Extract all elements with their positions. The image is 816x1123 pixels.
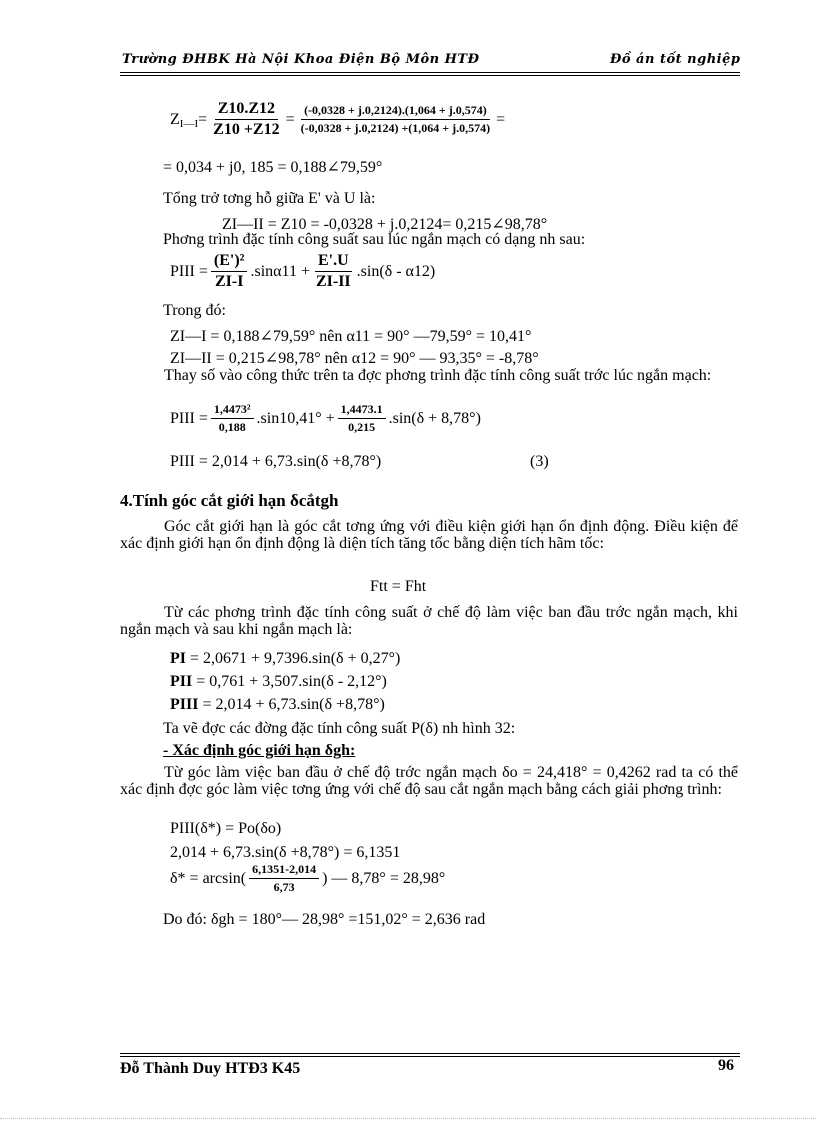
equation-p-iii-result: PIII = 2,014 + 6,73.sin(δ +8,78°) [170, 453, 382, 470]
eq6-fraction-2 [338, 402, 386, 435]
eq6-tail: .sin(δ + 8,78°) [388, 409, 481, 427]
eq3-lhs: PIII = [170, 262, 208, 280]
eq10-tail: ) — 8,78° = 28,98° [322, 869, 446, 887]
eq3-fraction-2-numerator: E'.U [315, 252, 352, 272]
subheading: - Xác định góc giới hạn δgh: [163, 742, 356, 759]
eq6-fraction-1-numerator: 1,4473² [211, 402, 254, 419]
para-thay-so: Thay số vào công thức trên ta đợc phơng trình đặc tính công suất trớc lúc ngắn mạch: [164, 367, 712, 384]
eq3-fraction-2-denominator: ZI-II [315, 273, 351, 290]
para-tu-cac: Từ các phơng trình đặc tính công suất ở chế độ làm việc ban đầu trớc ngắn mạch, khi ngắn mạch và sau khi ngắn mạch là: [120, 604, 738, 638]
eq3-fraction-1 [211, 252, 248, 291]
equation-number-3: (3) [530, 453, 549, 470]
equation-z-i-ii: ZI—II = Z10 = -0,0328 + j.0,2124= 0,215∠98,78° [222, 216, 548, 233]
eq3-fraction-1-numerator: (E')² [211, 252, 248, 272]
eq6-lhs: PIII = [170, 409, 208, 427]
header-left: Trường ĐHBK Hà Nội Khoa Điện Bộ Môn HTĐ [122, 52, 480, 67]
eq6-fraction-2-numerator: 1,4473.1 [338, 402, 386, 419]
eq1-lhs: Z [170, 110, 180, 128]
equation-z-i-i: Z I—I = $\frac{Z10.Z12}{Z10 +Z12}$ = $\frac{(-0,0328 + j.0,2124).(1,064 + j.0,574)}{(-0,0328 + j.0,2124) +(1,064 + j.0,574)}$ = [170, 100, 506, 138]
eq10-fraction-numerator: 6,1351-2,014 [249, 862, 319, 879]
eq1-equals: = [198, 110, 208, 128]
eq10-lhs: δ* = arcsin( [170, 869, 247, 887]
eq1-fraction-2 [298, 103, 494, 136]
eq1-fraction-2-numerator: (-0,0328 + j.0,2124).(1,064 + j.0,574) [301, 103, 490, 120]
equation-9: 2,014 + 6,73.sin(δ +8,78°) = 6,1351 [170, 844, 401, 861]
equation-alpha-12: ZI—II = 0,215∠98,78° nên α12 = 90° — 93,35° = -8,78° [170, 350, 539, 367]
equation-p-iii-numeric [170, 402, 481, 435]
eq1-lhs-sub: I—I [179, 117, 199, 130]
eq10-fraction-denominator: 6,73 [273, 880, 295, 894]
eq6-mid: .sin10,41° + [256, 409, 335, 427]
para-tu-goc: Từ góc làm việc ban đầu ở chế độ trớc ngắn mạch δo = 24,418° = 0,4262 rad ta có thể xác định đợc góc làm việc tơng ứng với chế độ sau cắt ngắn mạch bằng cách giải phơng trình: [120, 764, 738, 798]
equation-8: PIII(δ*) = Po(δo) [170, 820, 282, 837]
equation-p1 [170, 650, 400, 668]
eq1-fraction-denominator: Z10 +Z12 [213, 121, 280, 138]
eq10-fraction [249, 862, 319, 895]
eq1-result: = 0,034 + j0, 185 = 0,188∠79,59° [163, 159, 383, 176]
equation-10 [170, 862, 445, 895]
eq6-fraction-1-denominator: 0,188 [218, 420, 246, 434]
section-title: 4.Tính góc cắt giới hạn δcắtgh [120, 491, 339, 510]
trong-do: Trong đó: [163, 302, 226, 319]
equation-11: Do đó: δgh = 180°— 28,98° =151,02° = 2,636 rad [163, 911, 486, 928]
bottom-dotted-border [0, 1118, 816, 1119]
header-rule [120, 72, 740, 73]
p3-label: PIII [170, 696, 199, 713]
equation-alpha-11: ZI—I = 0,188∠79,59° nên α11 = 90° —79,59° = 10,41° [170, 328, 532, 345]
p2-label: PII [170, 673, 193, 690]
eq1-tail: = [496, 110, 506, 128]
p2-rest: = 0,761 + 3,507.sin(δ - 2,12°) [192, 673, 387, 690]
page-number: 96 [718, 1057, 734, 1074]
eq6-fraction-2-denominator: 0,215 [348, 420, 376, 434]
p3-rest: = 2,014 + 6,73.sin(δ +8,78°) [198, 696, 385, 713]
p1-label: PI [170, 650, 186, 667]
para-goc-cat: Góc cắt giới hạn là góc cắt tơng ứng với điều kiện giới hạn ổn định động. Điều kiện để xác định giới hạn ổn định động là diện tích tăng tốc bằng diện tích hãm tốc: [120, 518, 738, 552]
header-rule-2 [120, 75, 740, 76]
eq1-fraction-numerator: Z10.Z12 [215, 100, 278, 120]
footer-author: Đỗ Thành Duy HTĐ3 K45 [120, 1060, 301, 1077]
eq6-fraction-1 [211, 402, 254, 435]
equation-p3 [170, 696, 385, 714]
eq1-fraction [210, 100, 282, 139]
line-ta-ve: Ta vẽ đợc các đờng đặc tính công suất P(δ) nh hình 32: [163, 720, 516, 737]
equation-p2 [170, 673, 387, 691]
line-tong-tro: Tổng trở tơng hỗ giữa E' và U là: [163, 190, 376, 207]
eq3-tail: .sin(δ - α12) [356, 262, 436, 280]
eq3-fraction-2 [313, 252, 354, 291]
p1-rest: = 2,0671 + 9,7396.sin(δ + 0,27°) [186, 650, 401, 667]
footer-rule-2 [120, 1056, 740, 1057]
line-phuong-trinh: Phơng trình đặc tính công suất sau lúc ngắn mạch có dạng nh sau: [163, 231, 586, 248]
footer-rule [120, 1053, 740, 1054]
header-right: Đồ án tốt nghiệp [610, 52, 741, 67]
eq3-fraction-1-denominator: ZI-I [214, 273, 244, 290]
equation-f: Ftt = Fht [370, 578, 427, 595]
eq1-fraction-2-denominator: (-0,0328 + j.0,2124) +(1,064 + j.0,574) [300, 121, 491, 135]
equation-p-iii-general [170, 252, 435, 291]
eq3-mid: .sinα11 + [250, 262, 310, 280]
